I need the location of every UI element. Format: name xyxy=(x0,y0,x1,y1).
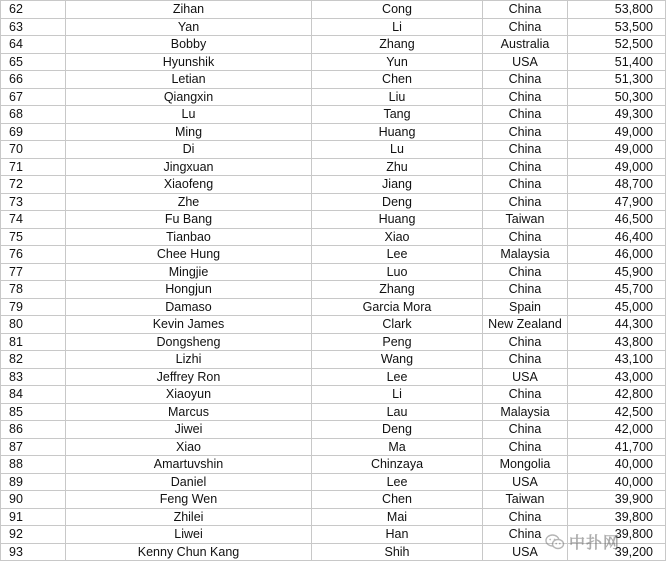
first-name-cell: Fu Bang xyxy=(66,211,312,229)
first-name-cell: Hyunshik xyxy=(66,53,312,71)
amount-cell: 45,700 xyxy=(568,281,666,299)
rank-cell: 85 xyxy=(1,403,66,421)
last-name-cell: Lau xyxy=(312,403,483,421)
table-row xyxy=(1,123,666,141)
table-row xyxy=(1,438,666,456)
amount-cell: 53,800 xyxy=(568,1,666,19)
first-name-cell: Mingjie xyxy=(66,263,312,281)
last-name-cell: Clark xyxy=(312,316,483,334)
country-cell: China xyxy=(483,158,568,176)
country-cell: Taiwan xyxy=(483,211,568,229)
first-name-cell: Xiao xyxy=(66,438,312,456)
rank-cell: 93 xyxy=(1,543,66,561)
first-name-cell: Amartuvshin xyxy=(66,456,312,474)
table-row xyxy=(1,211,666,229)
table-row xyxy=(1,1,666,19)
first-name-cell: Jiwei xyxy=(66,421,312,439)
country-cell: China xyxy=(483,281,568,299)
rank-cell: 87 xyxy=(1,438,66,456)
amount-cell: 42,800 xyxy=(568,386,666,404)
last-name-cell: Li xyxy=(312,386,483,404)
rank-cell: 73 xyxy=(1,193,66,211)
country-cell: China xyxy=(483,421,568,439)
first-name-cell: Lu xyxy=(66,106,312,124)
country-cell: China xyxy=(483,228,568,246)
rank-cell: 65 xyxy=(1,53,66,71)
last-name-cell: Zhang xyxy=(312,281,483,299)
rank-cell: 88 xyxy=(1,456,66,474)
rank-cell: 71 xyxy=(1,158,66,176)
last-name-cell: Mai xyxy=(312,508,483,526)
country-cell: Spain xyxy=(483,298,568,316)
table-row xyxy=(1,263,666,281)
country-cell: China xyxy=(483,386,568,404)
country-cell: China xyxy=(483,88,568,106)
table-row xyxy=(1,508,666,526)
amount-cell: 41,700 xyxy=(568,438,666,456)
rank-cell: 77 xyxy=(1,263,66,281)
table-row xyxy=(1,368,666,386)
last-name-cell: Ma xyxy=(312,438,483,456)
table-row xyxy=(1,18,666,36)
country-cell: China xyxy=(483,106,568,124)
last-name-cell: Zhu xyxy=(312,158,483,176)
last-name-cell: Tang xyxy=(312,106,483,124)
amount-cell: 44,300 xyxy=(568,316,666,334)
country-cell: Malaysia xyxy=(483,403,568,421)
country-cell: China xyxy=(483,438,568,456)
amount-cell: 49,000 xyxy=(568,158,666,176)
amount-cell: 42,500 xyxy=(568,403,666,421)
amount-cell: 39,800 xyxy=(568,526,666,544)
rank-cell: 82 xyxy=(1,351,66,369)
table-row xyxy=(1,543,666,561)
table-row xyxy=(1,386,666,404)
rank-cell: 75 xyxy=(1,228,66,246)
first-name-cell: Kevin James xyxy=(66,316,312,334)
table-row xyxy=(1,281,666,299)
last-name-cell: Liu xyxy=(312,88,483,106)
rank-cell: 78 xyxy=(1,281,66,299)
rank-cell: 76 xyxy=(1,246,66,264)
first-name-cell: Xiaofeng xyxy=(66,176,312,194)
country-cell: China xyxy=(483,508,568,526)
ranking-table-body xyxy=(1,1,666,561)
country-cell: China xyxy=(483,1,568,19)
first-name-cell: Liwei xyxy=(66,526,312,544)
table-row xyxy=(1,473,666,491)
last-name-cell: Wang xyxy=(312,351,483,369)
last-name-cell: Yun xyxy=(312,53,483,71)
first-name-cell: Daniel xyxy=(66,473,312,491)
table-row xyxy=(1,53,666,71)
amount-cell: 47,900 xyxy=(568,193,666,211)
country-cell: China xyxy=(483,193,568,211)
amount-cell: 39,900 xyxy=(568,491,666,509)
country-cell: Australia xyxy=(483,36,568,54)
amount-cell: 50,300 xyxy=(568,88,666,106)
rank-cell: 92 xyxy=(1,526,66,544)
last-name-cell: Peng xyxy=(312,333,483,351)
rank-cell: 83 xyxy=(1,368,66,386)
amount-cell: 46,000 xyxy=(568,246,666,264)
first-name-cell: Bobby xyxy=(66,36,312,54)
last-name-cell: Lee xyxy=(312,246,483,264)
rank-cell: 66 xyxy=(1,71,66,89)
country-cell: USA xyxy=(483,543,568,561)
country-cell: New Zealand xyxy=(483,316,568,334)
first-name-cell: Feng Wen xyxy=(66,491,312,509)
country-cell: China xyxy=(483,123,568,141)
amount-cell: 42,000 xyxy=(568,421,666,439)
last-name-cell: Luo xyxy=(312,263,483,281)
amount-cell: 46,400 xyxy=(568,228,666,246)
country-cell: China xyxy=(483,71,568,89)
table-row xyxy=(1,176,666,194)
table-row xyxy=(1,71,666,89)
rank-cell: 89 xyxy=(1,473,66,491)
last-name-cell: Jiang xyxy=(312,176,483,194)
table-row xyxy=(1,298,666,316)
first-name-cell: Hongjun xyxy=(66,281,312,299)
last-name-cell: Chinzaya xyxy=(312,456,483,474)
table-row xyxy=(1,333,666,351)
table-row xyxy=(1,193,666,211)
table-row xyxy=(1,36,666,54)
last-name-cell: Shih xyxy=(312,543,483,561)
amount-cell: 49,000 xyxy=(568,123,666,141)
rank-cell: 86 xyxy=(1,421,66,439)
first-name-cell: Xiaoyun xyxy=(66,386,312,404)
rank-cell: 84 xyxy=(1,386,66,404)
amount-cell: 43,800 xyxy=(568,333,666,351)
amount-cell: 43,000 xyxy=(568,368,666,386)
table-row xyxy=(1,351,666,369)
first-name-cell: Damaso xyxy=(66,298,312,316)
amount-cell: 39,800 xyxy=(568,508,666,526)
first-name-cell: Dongsheng xyxy=(66,333,312,351)
amount-cell: 49,300 xyxy=(568,106,666,124)
country-cell: China xyxy=(483,141,568,159)
first-name-cell: Zhe xyxy=(66,193,312,211)
table-row xyxy=(1,421,666,439)
first-name-cell: Jeffrey Ron xyxy=(66,368,312,386)
country-cell: China xyxy=(483,351,568,369)
rank-cell: 90 xyxy=(1,491,66,509)
amount-cell: 45,900 xyxy=(568,263,666,281)
amount-cell: 43,100 xyxy=(568,351,666,369)
table-row xyxy=(1,246,666,264)
country-cell: China xyxy=(483,263,568,281)
country-cell: Mongolia xyxy=(483,456,568,474)
last-name-cell: Xiao xyxy=(312,228,483,246)
amount-cell: 51,400 xyxy=(568,53,666,71)
last-name-cell: Huang xyxy=(312,123,483,141)
country-cell: Malaysia xyxy=(483,246,568,264)
last-name-cell: Chen xyxy=(312,71,483,89)
table-row xyxy=(1,403,666,421)
first-name-cell: Qiangxin xyxy=(66,88,312,106)
last-name-cell: Huang xyxy=(312,211,483,229)
country-cell: China xyxy=(483,176,568,194)
first-name-cell: Yan xyxy=(66,18,312,36)
country-cell: USA xyxy=(483,53,568,71)
rank-cell: 80 xyxy=(1,316,66,334)
last-name-cell: Han xyxy=(312,526,483,544)
last-name-cell: Lee xyxy=(312,368,483,386)
country-cell: China xyxy=(483,526,568,544)
rank-cell: 70 xyxy=(1,141,66,159)
table-row xyxy=(1,526,666,544)
table-row xyxy=(1,316,666,334)
first-name-cell: Jingxuan xyxy=(66,158,312,176)
first-name-cell: Marcus xyxy=(66,403,312,421)
rank-cell: 62 xyxy=(1,1,66,19)
table-row xyxy=(1,456,666,474)
first-name-cell: Letian xyxy=(66,71,312,89)
first-name-cell: Zihan xyxy=(66,1,312,19)
first-name-cell: Kenny Chun Kang xyxy=(66,543,312,561)
last-name-cell: Lu xyxy=(312,141,483,159)
rank-cell: 67 xyxy=(1,88,66,106)
country-cell: China xyxy=(483,333,568,351)
first-name-cell: Ming xyxy=(66,123,312,141)
table-row xyxy=(1,158,666,176)
country-cell: USA xyxy=(483,473,568,491)
rank-cell: 69 xyxy=(1,123,66,141)
amount-cell: 53,500 xyxy=(568,18,666,36)
first-name-cell: Zhilei xyxy=(66,508,312,526)
rank-cell: 74 xyxy=(1,211,66,229)
amount-cell: 39,200 xyxy=(568,543,666,561)
table-row xyxy=(1,228,666,246)
amount-cell: 51,300 xyxy=(568,71,666,89)
last-name-cell: Garcia Mora xyxy=(312,298,483,316)
last-name-cell: Zhang xyxy=(312,36,483,54)
last-name-cell: Chen xyxy=(312,491,483,509)
amount-cell: 48,700 xyxy=(568,176,666,194)
table-row xyxy=(1,106,666,124)
rank-cell: 81 xyxy=(1,333,66,351)
amount-cell: 52,500 xyxy=(568,36,666,54)
last-name-cell: Li xyxy=(312,18,483,36)
table-row xyxy=(1,88,666,106)
last-name-cell: Deng xyxy=(312,193,483,211)
first-name-cell: Di xyxy=(66,141,312,159)
table-row xyxy=(1,491,666,509)
last-name-cell: Lee xyxy=(312,473,483,491)
rank-cell: 68 xyxy=(1,106,66,124)
amount-cell: 40,000 xyxy=(568,473,666,491)
last-name-cell: Cong xyxy=(312,1,483,19)
amount-cell: 49,000 xyxy=(568,141,666,159)
rank-cell: 64 xyxy=(1,36,66,54)
country-cell: USA xyxy=(483,368,568,386)
first-name-cell: Lizhi xyxy=(66,351,312,369)
country-cell: China xyxy=(483,18,568,36)
rank-cell: 72 xyxy=(1,176,66,194)
last-name-cell: Deng xyxy=(312,421,483,439)
amount-cell: 45,000 xyxy=(568,298,666,316)
rank-cell: 91 xyxy=(1,508,66,526)
watermark-text: 中扑网 xyxy=(568,533,620,552)
rank-cell: 79 xyxy=(1,298,66,316)
amount-cell: 46,500 xyxy=(568,211,666,229)
first-name-cell: Tianbao xyxy=(66,228,312,246)
first-name-cell: Chee Hung xyxy=(66,246,312,264)
rank-cell: 63 xyxy=(1,18,66,36)
amount-cell: 40,000 xyxy=(568,456,666,474)
table-row xyxy=(1,141,666,159)
country-cell: Taiwan xyxy=(483,491,568,509)
